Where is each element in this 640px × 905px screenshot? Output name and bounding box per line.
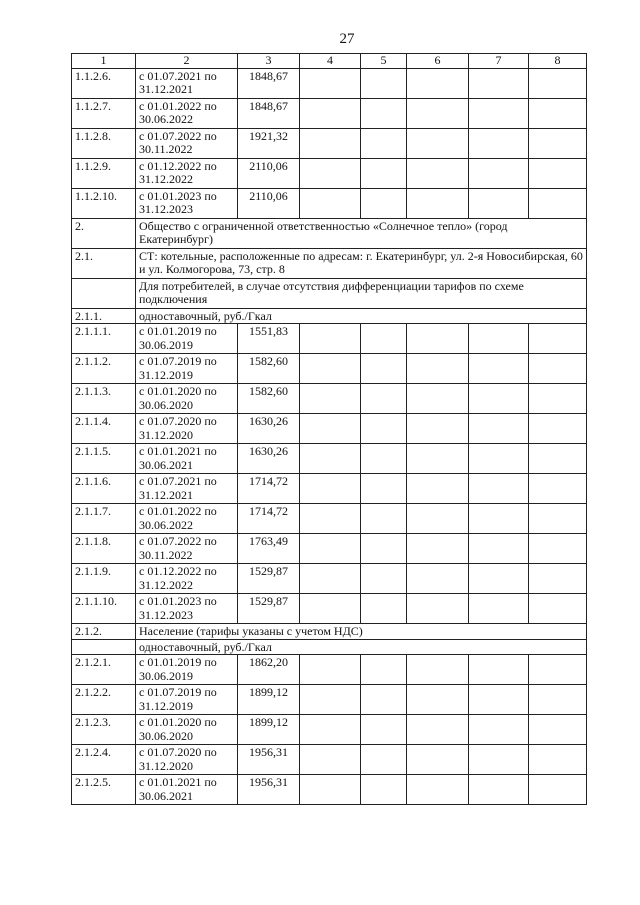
empty-cell	[407, 128, 469, 158]
empty-cell	[529, 158, 587, 188]
empty-cell	[300, 68, 361, 98]
empty-cell	[529, 534, 587, 564]
row-number: 2.1.2.2.	[72, 685, 136, 715]
row-number: 1.1.2.8.	[72, 128, 136, 158]
column-header: 6	[407, 54, 469, 69]
empty-cell	[300, 715, 361, 745]
empty-cell	[300, 504, 361, 534]
empty-cell	[361, 158, 407, 188]
empty-cell	[407, 504, 469, 534]
tariff-row	[72, 98, 587, 128]
empty-cell	[300, 534, 361, 564]
tariff-value: 1848,67	[238, 68, 300, 98]
tariff-row	[72, 158, 587, 188]
tariff-row	[72, 715, 587, 745]
empty-cell	[469, 444, 529, 474]
empty-cell	[529, 474, 587, 504]
row-number: 2.1.2.5.	[72, 775, 136, 805]
period-cell: с 01.07.2022 по 30.11.2022	[136, 128, 238, 158]
section-row	[72, 218, 587, 248]
row-number: 2.1.1.5.	[72, 444, 136, 474]
row-number: 2.1.2.4.	[72, 745, 136, 775]
row-number: 2.	[72, 218, 136, 248]
empty-cell	[300, 564, 361, 594]
column-header: 5	[361, 54, 407, 69]
empty-cell	[407, 594, 469, 624]
empty-cell	[407, 68, 469, 98]
empty-cell	[407, 534, 469, 564]
period-cell: с 01.01.2021 по 30.06.2021	[136, 775, 238, 805]
section-title: Население (тарифы указаны с учетом НДС)	[136, 624, 587, 640]
empty-cell	[529, 354, 587, 384]
empty-cell	[407, 324, 469, 354]
tariff-value: 2110,06	[238, 188, 300, 218]
empty-cell	[529, 564, 587, 594]
period-cell: с 01.07.2019 по 31.12.2019	[136, 354, 238, 384]
page-number: 27	[339, 31, 355, 47]
empty-cell	[300, 685, 361, 715]
tariff-row	[72, 354, 587, 384]
empty-cell	[361, 68, 407, 98]
row-number	[72, 639, 136, 655]
empty-cell	[529, 98, 587, 128]
row-number: 2.1.1.3.	[72, 384, 136, 414]
empty-cell	[300, 98, 361, 128]
empty-cell	[469, 504, 529, 534]
tariff-value: 1714,72	[238, 504, 300, 534]
tariff-value: 1862,20	[238, 655, 300, 685]
empty-cell	[361, 98, 407, 128]
empty-cell	[361, 504, 407, 534]
empty-cell	[361, 384, 407, 414]
empty-cell	[469, 384, 529, 414]
empty-cell	[469, 564, 529, 594]
empty-cell	[361, 444, 407, 474]
row-number: 2.1.1.2.	[72, 354, 136, 384]
empty-cell	[469, 655, 529, 685]
empty-cell	[300, 324, 361, 354]
empty-cell	[469, 474, 529, 504]
period-cell: с 01.07.2019 по 31.12.2019	[136, 685, 238, 715]
period-cell: с 01.01.2021 по 30.06.2021	[136, 444, 238, 474]
period-cell: с 01.01.2020 по 30.06.2020	[136, 384, 238, 414]
tariff-row	[72, 564, 587, 594]
empty-cell	[407, 655, 469, 685]
section-row	[72, 308, 587, 324]
empty-cell	[469, 775, 529, 805]
empty-cell	[529, 188, 587, 218]
empty-cell	[529, 414, 587, 444]
empty-cell	[407, 474, 469, 504]
empty-cell	[407, 158, 469, 188]
empty-cell	[469, 324, 529, 354]
empty-cell	[529, 715, 587, 745]
row-number: 1.1.2.9.	[72, 158, 136, 188]
tariff-row	[72, 384, 587, 414]
column-header: 1	[72, 54, 136, 69]
period-cell: с 01.01.2023 по 31.12.2023	[136, 188, 238, 218]
row-number: 2.1.2.	[72, 624, 136, 640]
tariff-row	[72, 128, 587, 158]
row-number: 1.1.2.7.	[72, 98, 136, 128]
empty-cell	[361, 474, 407, 504]
empty-cell	[300, 158, 361, 188]
row-number: 2.1.1.	[72, 308, 136, 324]
empty-cell	[529, 775, 587, 805]
empty-cell	[529, 324, 587, 354]
tariff-value: 1582,60	[238, 354, 300, 384]
empty-cell	[469, 68, 529, 98]
period-cell: с 01.07.2020 по 31.12.2020	[136, 414, 238, 444]
section-title: одноставочный, руб./Гкал	[136, 308, 587, 324]
empty-cell	[300, 444, 361, 474]
period-cell: с 01.01.2019 по 30.06.2019	[136, 655, 238, 685]
tariff-row	[72, 534, 587, 564]
tariff-value: 1630,26	[238, 444, 300, 474]
empty-cell	[469, 685, 529, 715]
empty-cell	[529, 128, 587, 158]
empty-cell	[361, 188, 407, 218]
tariff-row	[72, 655, 587, 685]
empty-cell	[469, 128, 529, 158]
tariff-value: 1899,12	[238, 685, 300, 715]
period-cell: с 01.12.2022 по 31.12.2022	[136, 564, 238, 594]
tariff-value: 1529,87	[238, 594, 300, 624]
tariff-value: 1763,49	[238, 534, 300, 564]
row-number: 2.1.1.8.	[72, 534, 136, 564]
empty-cell	[361, 745, 407, 775]
section-row	[72, 624, 587, 640]
empty-cell	[469, 594, 529, 624]
column-header: 7	[469, 54, 529, 69]
tariff-row	[72, 414, 587, 444]
empty-cell	[300, 655, 361, 685]
empty-cell	[361, 655, 407, 685]
tariff-value: 1630,26	[238, 414, 300, 444]
empty-cell	[407, 775, 469, 805]
empty-cell	[361, 685, 407, 715]
empty-cell	[469, 534, 529, 564]
empty-cell	[361, 775, 407, 805]
row-number: 2.1.	[72, 248, 136, 278]
tariff-row	[72, 775, 587, 805]
period-cell: с 01.07.2021 по 31.12.2021	[136, 68, 238, 98]
tariff-row	[72, 685, 587, 715]
section-title: одноставочный, руб./Гкал	[136, 639, 587, 655]
empty-cell	[407, 98, 469, 128]
empty-cell	[529, 68, 587, 98]
section-title: Общество с ограниченной ответственностью «Солнечное тепло» (город Екатеринбург)	[136, 218, 587, 248]
row-number: 2.1.1.10.	[72, 594, 136, 624]
row-number: 1.1.2.6.	[72, 68, 136, 98]
empty-cell	[300, 354, 361, 384]
empty-cell	[300, 414, 361, 444]
row-number: 2.1.1.9.	[72, 564, 136, 594]
empty-cell	[300, 775, 361, 805]
empty-cell	[361, 414, 407, 444]
empty-cell	[300, 594, 361, 624]
tariff-value: 1956,31	[238, 775, 300, 805]
empty-cell	[407, 188, 469, 218]
empty-cell	[300, 745, 361, 775]
row-number: 2.1.1.7.	[72, 504, 136, 534]
tariff-value: 1582,60	[238, 384, 300, 414]
tariff-value: 1714,72	[238, 474, 300, 504]
row-number: 2.1.1.1.	[72, 324, 136, 354]
column-header: 8	[529, 54, 587, 69]
empty-cell	[469, 414, 529, 444]
period-cell: с 01.07.2021 по 31.12.2021	[136, 474, 238, 504]
empty-cell	[529, 685, 587, 715]
tariff-value: 1529,87	[238, 564, 300, 594]
period-cell: с 01.01.2019 по 30.06.2019	[136, 324, 238, 354]
empty-cell	[361, 324, 407, 354]
tariff-value: 2110,06	[238, 158, 300, 188]
period-cell: с 01.01.2023 по 31.12.2023	[136, 594, 238, 624]
empty-cell	[407, 384, 469, 414]
empty-cell	[529, 655, 587, 685]
tariff-row	[72, 745, 587, 775]
empty-cell	[469, 745, 529, 775]
empty-cell	[469, 158, 529, 188]
tariff-row	[72, 68, 587, 98]
empty-cell	[529, 504, 587, 534]
empty-cell	[407, 685, 469, 715]
empty-cell	[300, 128, 361, 158]
period-cell: с 01.12.2022 по 31.12.2022	[136, 158, 238, 188]
tariff-row	[72, 444, 587, 474]
empty-cell	[361, 564, 407, 594]
row-number: 1.1.2.10.	[72, 188, 136, 218]
row-number: 2.1.2.3.	[72, 715, 136, 745]
empty-cell	[361, 715, 407, 745]
row-number: 2.1.2.1.	[72, 655, 136, 685]
column-header: 3	[238, 54, 300, 69]
empty-cell	[529, 745, 587, 775]
empty-cell	[300, 384, 361, 414]
empty-cell	[407, 715, 469, 745]
empty-cell	[407, 745, 469, 775]
tariff-row	[72, 474, 587, 504]
column-header: 2	[136, 54, 238, 69]
empty-cell	[361, 594, 407, 624]
period-cell: с 01.01.2022 по 30.06.2022	[136, 504, 238, 534]
period-cell: с 01.01.2022 по 30.06.2022	[136, 98, 238, 128]
empty-cell	[469, 715, 529, 745]
tariff-value: 1899,12	[238, 715, 300, 745]
empty-cell	[529, 594, 587, 624]
empty-cell	[407, 564, 469, 594]
empty-cell	[529, 384, 587, 414]
tariff-value: 1551,83	[238, 324, 300, 354]
empty-cell	[300, 474, 361, 504]
empty-cell	[300, 188, 361, 218]
empty-cell	[469, 354, 529, 384]
empty-cell	[529, 444, 587, 474]
tariff-row	[72, 504, 587, 534]
column-header: 4	[300, 54, 361, 69]
table-header-row	[72, 54, 587, 69]
section-row	[72, 248, 587, 278]
section-row	[72, 278, 587, 308]
tariff-table	[71, 53, 587, 805]
tariff-row	[72, 188, 587, 218]
empty-cell	[407, 444, 469, 474]
tariff-value: 1921,32	[238, 128, 300, 158]
row-number	[72, 278, 136, 308]
empty-cell	[407, 414, 469, 444]
period-cell: с 01.07.2020 по 31.12.2020	[136, 745, 238, 775]
period-cell: с 01.07.2022 по 30.11.2022	[136, 534, 238, 564]
section-title: СТ: котельные, расположенные по адресам: г. Екатеринбург, ул. 2-я Новосибирская, 60 и ул. Колмогорова, 73, стр. 8	[136, 248, 587, 278]
section-title: Для потребителей, в случае отсутствия дифференциации тарифов по схеме подключения	[136, 278, 587, 308]
row-number: 2.1.1.6.	[72, 474, 136, 504]
tariff-row	[72, 324, 587, 354]
tariff-value: 1848,67	[238, 98, 300, 128]
empty-cell	[407, 354, 469, 384]
empty-cell	[361, 354, 407, 384]
empty-cell	[361, 534, 407, 564]
tariff-table-body	[72, 54, 587, 805]
tariff-row	[72, 594, 587, 624]
period-cell: с 01.01.2020 по 30.06.2020	[136, 715, 238, 745]
tariff-value: 1956,31	[238, 745, 300, 775]
empty-cell	[469, 188, 529, 218]
row-number: 2.1.1.4.	[72, 414, 136, 444]
empty-cell	[361, 128, 407, 158]
section-row	[72, 639, 587, 655]
empty-cell	[469, 98, 529, 128]
